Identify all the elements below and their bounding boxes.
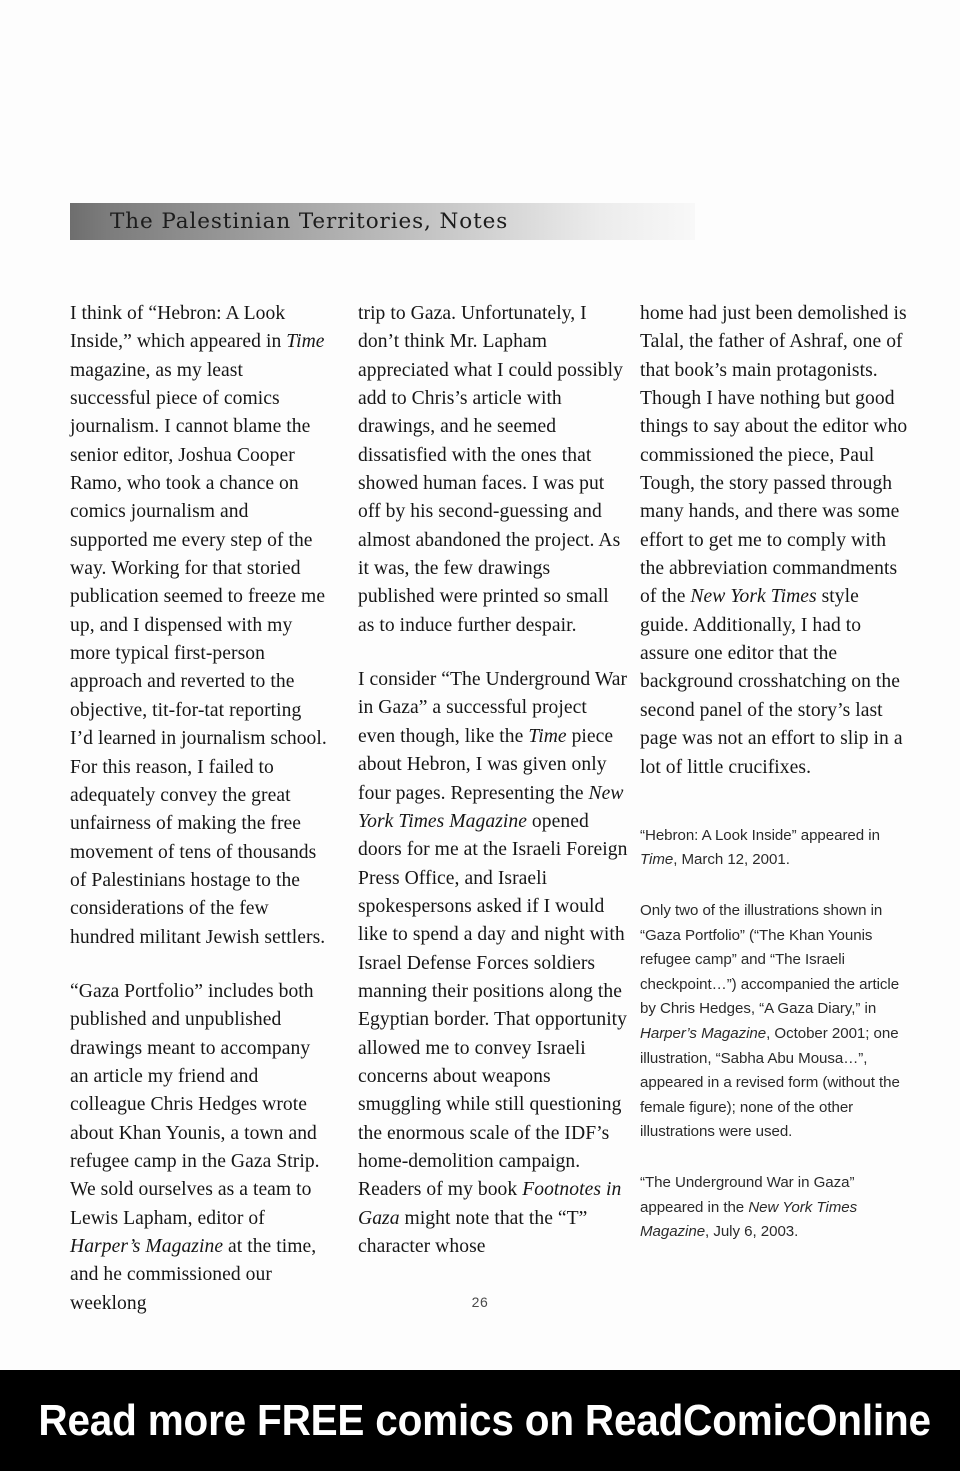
column-one bbox=[70, 300, 328, 1344]
paragraph: I consider “The Underground War in Gaza” a successful project even though, like the Time piece about Hebron, I was given only four pages. Representing the New York Times Magazine opened doors for me at the Israeli Foreign Press Office, and Israeli spokespersons asked if I would like to spend a day and night with Israel Defense Forces soldiers manning their positions along the Egyptian border. That opportunity allowed me to convey Israeli concerns about weapons smuggling while still questioning the enormous scale of the IDF’s home-demolition campaign. Readers of my book Footnotes in Gaza might note that the “T” character whose bbox=[358, 669, 628, 1257]
column-two bbox=[358, 300, 628, 1287]
promo-banner-text: Read more FREE comics on ReadComicOnline bbox=[38, 1396, 931, 1445]
paragraph: trip to Gaza. Unfortunately, I don’t think Mr. Lapham appreciated what I could possibly add to Chris’s article with drawings, and he seemed dissatisfied with the ones that showed human faces. I was put off by his second-guessing and almost abandoned the project. As it was, the few drawings published were printed so small as to induce further despair. bbox=[358, 303, 623, 636]
paragraph: “Gaza Portfolio” includes both published and unpublished drawings meant to accompany an article my friend and colleague Chris Hedges wrote about Khan Younis, a town and refugee camp in the Gaza Strip. We sold ourselves as a team to Lewis Lapham, editor of Harper’s Magazine at the time, and he commissioned our weeklong bbox=[70, 980, 320, 1314]
citation-note: Only two of the illustrations shown in “Gaza Portfolio” (“The Khan Younis refugee camp” and “The Israeli checkpoint…”) accompanied the article by Chris Hedges, “A Gaza Diary,” in Harper’s Magazine, October 2001; one illustration, “Sabha Abu Mousa…”, appeared in a revised form (without the female figure); none of the other illustrations were used. bbox=[640, 902, 900, 1141]
paragraph: home had just been demolished is Talal, the father of Ashraf, one of that book’s main protagonists. Though I have nothing but good things to say about the editor who commissioned the piece, Paul Tough, the story passed through many hands, and there was some effort to get me to comply with the abbreviation commandments of the New York Times style guide. Additionally, I had to assure one editor that the background crosshatching on the second panel of the story’s last page was not an effort to slip in a lot of little crucifixes. bbox=[640, 303, 908, 778]
column-three bbox=[640, 300, 908, 1271]
citation-notes bbox=[640, 824, 908, 1245]
page-title: The Palestinian Territories, Notes bbox=[110, 209, 509, 234]
paragraph: I think of “Hebron: A Look Inside,” which appeared in Time magazine, as my least successful piece of comics journalism. I cannot blame the senior editor, Joshua Cooper Ramo, who took a chance on comics journalism and supported me every step of the way. Working for that storied publication seemed to freeze me up, and I dispensed with my more typical first-person approach and reverted to the objective, tit-for-tat reporting I’d learned in journalism school. For this reason, I failed to adequately convey the great unfairness of making the free movement of tens of thousands of Palestinians hostage to the considerations of the few hundred militant Jewish settlers. bbox=[70, 303, 327, 948]
citation-note: “Hebron: A Look Inside” appeared in Time, March 12, 2001. bbox=[640, 826, 880, 869]
page-number: 26 bbox=[471, 1294, 489, 1310]
citation-note: “The Underground War in Gaza” appeared in the New York Times Magazine, July 6, 2003. bbox=[640, 1173, 858, 1241]
